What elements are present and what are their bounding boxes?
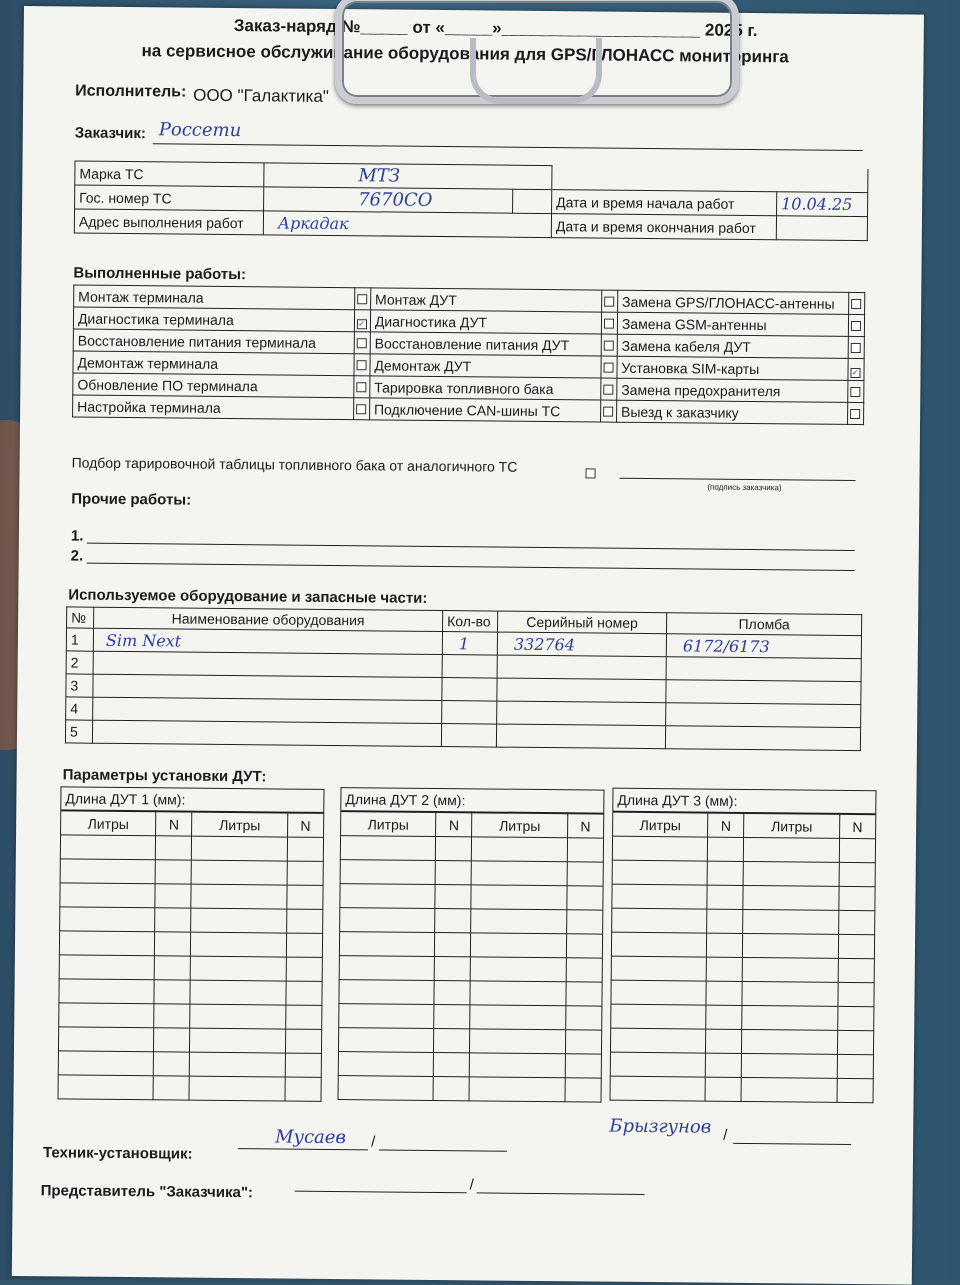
dut-cell[interactable] (59, 931, 154, 956)
dut-cell[interactable] (433, 1052, 469, 1076)
dut-cell[interactable] (60, 835, 155, 860)
dut-cell[interactable] (60, 883, 155, 908)
dut-cell[interactable] (60, 907, 155, 932)
dut-cell[interactable] (611, 932, 706, 957)
dut-column-header: Литры (472, 812, 567, 837)
dut-cell[interactable] (287, 861, 323, 885)
dut-column-header: N (436, 812, 472, 837)
dut-cell[interactable] (286, 933, 322, 957)
dut-row (339, 980, 602, 1007)
dut-row (58, 1027, 321, 1054)
dut-row (340, 860, 603, 887)
equipment-seal: 6172/6173 (682, 635, 770, 656)
dut-cell[interactable] (155, 860, 191, 884)
dut-cell[interactable] (339, 980, 434, 1005)
work-label: Демонтаж терминала (73, 351, 355, 376)
dut-cell[interactable] (434, 1004, 470, 1028)
dut-cell[interactable] (190, 1004, 285, 1029)
dut-cell[interactable] (839, 838, 875, 862)
dut-tank-length-label: Длина ДУТ 3 (мм): (613, 788, 876, 814)
other-item-2: 2. (70, 547, 84, 565)
dut-cell[interactable] (611, 980, 706, 1005)
dut-cell[interactable] (472, 837, 567, 862)
checkbox[interactable] (603, 340, 613, 350)
dut-cell[interactable] (192, 860, 287, 885)
dut-cell[interactable] (742, 981, 837, 1006)
dut-cell[interactable] (287, 837, 323, 861)
dut-tank-table-2 (338, 787, 605, 1103)
dut-cell[interactable] (839, 886, 875, 910)
dut-cell[interactable] (59, 1003, 154, 1028)
dut-column-header: N (839, 814, 875, 839)
slash-1: / (371, 1133, 376, 1151)
dut-cell[interactable] (433, 1076, 469, 1100)
dut-cell[interactable] (610, 1076, 705, 1101)
dut-cell[interactable] (155, 932, 191, 956)
dut-row (339, 932, 602, 959)
dut-column-header: N (156, 811, 192, 836)
dut-row (60, 883, 323, 910)
dut-cell[interactable] (567, 838, 603, 862)
dut-cell[interactable] (435, 908, 471, 932)
dut-cell[interactable] (155, 884, 191, 908)
dut-cell[interactable] (706, 981, 742, 1005)
dut-cell[interactable] (434, 1028, 470, 1052)
dut-cell[interactable] (470, 981, 565, 1006)
dut-cell[interactable] (612, 836, 707, 861)
dut-cell[interactable] (470, 1005, 565, 1030)
dut-row (339, 1004, 602, 1031)
dut-cell[interactable] (154, 1028, 190, 1052)
work-label: Диагностика терминала (73, 307, 355, 332)
dut-row (611, 956, 874, 983)
dut-cell[interactable] (566, 910, 602, 934)
work-label: Тарировка топливного бака (370, 376, 602, 400)
dut-cell[interactable] (469, 1077, 564, 1102)
dut-cell[interactable] (154, 1004, 190, 1028)
dut-cell[interactable] (339, 1004, 434, 1029)
dut-cell[interactable] (285, 1029, 321, 1053)
eq-header-serial: Серийный номер (498, 611, 667, 634)
dut-row (338, 1028, 601, 1055)
dut-cell[interactable] (707, 933, 743, 957)
dut-cell[interactable] (340, 836, 435, 861)
dut-cell[interactable] (706, 957, 742, 981)
dut-column-header: N (287, 813, 323, 838)
checkbox[interactable] (603, 362, 613, 372)
dut-row (59, 979, 322, 1006)
dut-cell[interactable] (434, 980, 470, 1004)
dut-cell[interactable] (742, 1053, 837, 1078)
dut-cell[interactable] (705, 1053, 741, 1077)
plate-value: 7670СО (358, 189, 433, 211)
dut-cell[interactable] (191, 956, 286, 981)
dut-cell[interactable] (742, 1005, 837, 1030)
technician-line-2 (379, 1149, 507, 1151)
equipment-n: 1 (70, 631, 79, 648)
eq-header-name: Наименование оборудования (94, 607, 443, 631)
dut-column-header: N (708, 813, 744, 838)
dut-cell[interactable] (340, 884, 435, 909)
dut-cell[interactable] (190, 1052, 285, 1077)
equipment-n: 3 (70, 677, 79, 694)
dut-cell[interactable] (471, 909, 566, 934)
dut-column-header: Литры (61, 810, 156, 835)
brand-label: Марка ТС (75, 161, 264, 187)
other-line-2[interactable] (87, 563, 855, 571)
checkbox-checked[interactable]: ✓ (851, 367, 859, 377)
dut-cell[interactable] (191, 908, 286, 933)
dut-row (59, 955, 322, 982)
dut-cell[interactable] (744, 861, 839, 886)
dut-column-header: Литры (613, 812, 708, 837)
dut-cell[interactable] (837, 1030, 873, 1054)
work-label: Монтаж ДУТ (370, 288, 602, 312)
clipboard-clip-lever (470, 38, 602, 104)
checkbox[interactable] (356, 360, 366, 370)
dut-row (610, 1028, 873, 1055)
executor-label: Исполнитель: (75, 82, 187, 101)
technician-line-1 (238, 1148, 368, 1150)
dut-cell[interactable] (471, 933, 566, 958)
end-label: Дата и время окончания работ (551, 214, 776, 240)
dut-cell[interactable] (708, 837, 744, 861)
other-line-1[interactable] (87, 543, 855, 551)
dut-cell[interactable] (567, 862, 603, 886)
dut-cell[interactable] (434, 956, 470, 980)
checkbox[interactable] (356, 404, 366, 414)
dut-cell[interactable] (707, 909, 743, 933)
dut-cell[interactable] (707, 885, 743, 909)
equipment-serial: 332764 (513, 634, 576, 654)
dut-row (339, 956, 602, 983)
eq-header-seal: Пломба (667, 613, 862, 636)
dut-tank-table-3 (610, 788, 877, 1104)
dut-cell[interactable] (59, 955, 154, 980)
dut-cell[interactable] (838, 910, 874, 934)
end-value (776, 216, 867, 241)
dut-cell[interactable] (744, 837, 839, 862)
dut-column-header: N (567, 813, 603, 838)
dut-cell[interactable] (154, 956, 190, 980)
dut-row (338, 1052, 601, 1079)
customer-rep-label: Представитель "Заказчика": (40, 1182, 254, 1202)
checkbox[interactable] (357, 294, 367, 304)
dut-cell[interactable] (565, 1078, 601, 1102)
dut-cell[interactable] (192, 836, 287, 861)
customer-rep-line-2[interactable] (477, 1192, 645, 1195)
dut-cell[interactable] (286, 981, 322, 1005)
work-label: Восстановление питания терминала (73, 329, 355, 354)
vehicle-info-table (74, 160, 869, 241)
dut-tank-table-1 (58, 786, 325, 1102)
dut-cell[interactable] (435, 860, 471, 884)
dut-cell[interactable] (705, 1077, 741, 1101)
checkbox[interactable] (850, 342, 860, 352)
dut-cell[interactable] (189, 1076, 284, 1101)
dut-title: Параметры установки ДУТ: (62, 766, 267, 786)
dut-cell[interactable] (838, 958, 874, 982)
dut-cell[interactable] (707, 861, 743, 885)
equipment-title: Используемое оборудование и запасные части: (68, 586, 428, 607)
dut-cell[interactable] (285, 1077, 321, 1101)
dut-row (60, 859, 323, 886)
header-line-1: Заказ-наряд №_____ от «_____»_____________________ 2025 г. (233, 16, 758, 41)
dut-cell[interactable] (612, 884, 707, 909)
dut-cell[interactable] (470, 1029, 565, 1054)
dut-column-header: Литры (744, 813, 839, 838)
dut-cell[interactable] (566, 958, 602, 982)
tank-selection-checkbox[interactable] (585, 468, 595, 478)
works-table (72, 284, 865, 425)
work-label: Установка SIM-карты (617, 356, 849, 380)
address-value: Аркадак (277, 213, 349, 234)
dut-row (340, 836, 603, 863)
equipment-n: 4 (70, 700, 79, 717)
dut-cell[interactable] (58, 1075, 153, 1100)
dut-cell[interactable] (285, 1053, 321, 1077)
eq-header-n: № (67, 607, 94, 628)
dut-cell[interactable] (153, 1052, 189, 1076)
dut-row (58, 1075, 321, 1102)
work-label: Демонтаж ДУТ (370, 354, 602, 378)
dut-row (58, 1051, 321, 1078)
checkbox[interactable] (356, 382, 366, 392)
work-label: Замена GPS/ГЛОНАСС-антенны (618, 290, 850, 314)
equipment-n: 2 (70, 654, 79, 671)
dut-row (338, 1076, 601, 1103)
dut-cell[interactable] (472, 861, 567, 886)
dut-cell[interactable] (611, 956, 706, 981)
dut-cell[interactable] (339, 932, 434, 957)
customer-underline (153, 143, 863, 151)
dut-row (612, 908, 875, 935)
dut-cell[interactable] (285, 1005, 321, 1029)
dut-cell[interactable] (58, 1027, 153, 1052)
work-label: Подключение CAN-шины ТС (369, 398, 601, 422)
dut-cell[interactable] (471, 957, 566, 982)
dut-cell[interactable] (338, 1076, 433, 1101)
dut-cell[interactable] (742, 1077, 837, 1102)
signature-caption: (подпись заказчика) (707, 482, 782, 493)
technician-signature-1: Мусаев (275, 1126, 347, 1149)
checkbox[interactable] (851, 320, 861, 330)
dut-row (612, 860, 875, 887)
dut-cell[interactable] (839, 862, 875, 886)
dut-column-header: Литры (192, 812, 287, 837)
header-line-2: на сервисное обслуживание оборудования для GPS/ГЛОНАСС мониторинга (141, 41, 789, 67)
eq-header-qty: Кол-во (443, 611, 498, 633)
customer-rep-line-1[interactable] (295, 1191, 467, 1194)
dut-cell[interactable] (339, 956, 434, 981)
dut-cell[interactable] (338, 1028, 433, 1053)
dut-row (610, 1052, 873, 1079)
dut-cell[interactable] (435, 932, 471, 956)
dut-row (612, 884, 875, 911)
equipment-n: 5 (69, 723, 78, 740)
dut-cell[interactable] (838, 934, 874, 958)
dut-row (610, 1076, 873, 1103)
dut-tank-length-label: Длина ДУТ 1 (мм): (61, 787, 324, 813)
work-label: Замена кабеля ДУТ (617, 334, 849, 358)
dut-cell[interactable] (612, 908, 707, 933)
dut-row (612, 836, 875, 863)
other-item-1: 1. (70, 527, 84, 545)
dut-cell[interactable] (153, 1076, 189, 1100)
customer-label: Заказчик: (74, 124, 146, 143)
checkbox[interactable] (851, 298, 861, 308)
dut-cell[interactable] (565, 1054, 601, 1078)
checkbox[interactable] (604, 318, 614, 328)
equipment-qty: 1 (458, 633, 470, 653)
dut-cell[interactable] (60, 859, 155, 884)
work-label: Обновление ПО терминала (73, 373, 355, 398)
equipment-table (65, 606, 862, 751)
checkbox-checked[interactable]: ✓ (358, 318, 365, 328)
technician-signature-2: Брызгунов (609, 1115, 712, 1138)
dut-cell[interactable] (610, 1028, 705, 1053)
dut-cell[interactable] (743, 885, 838, 910)
dut-cell[interactable] (471, 885, 566, 910)
customer-signature-line (619, 478, 855, 481)
dut-cell[interactable] (470, 1053, 565, 1078)
dut-row (340, 884, 603, 911)
dut-row (59, 931, 322, 958)
dut-cell[interactable] (340, 860, 435, 885)
dut-cell[interactable] (154, 980, 190, 1004)
dut-cell[interactable] (837, 1054, 873, 1078)
executor-value: ООО "Галактика" (193, 85, 329, 106)
dut-row (60, 907, 323, 934)
dut-cell[interactable] (59, 979, 154, 1004)
dut-cell[interactable] (190, 980, 285, 1005)
checkbox[interactable] (356, 338, 366, 348)
dut-cell[interactable] (338, 1052, 433, 1077)
dut-row (59, 1003, 322, 1030)
start-value: 10.04.25 (781, 194, 853, 214)
dut-cell[interactable] (286, 909, 322, 933)
tank-selection-label: Подбор тарировочной таблицы топливного бака от аналогичного ТС (71, 454, 518, 475)
work-label: Диагностика ДУТ (370, 310, 602, 334)
dut-cell[interactable] (742, 1029, 837, 1054)
customer-value: Россети (158, 119, 242, 142)
address-label: Адрес выполнения работ (74, 209, 263, 235)
start-label: Дата и время начала работ (552, 190, 777, 216)
other-works-title: Прочие работы: (71, 490, 192, 509)
dut-cell[interactable] (611, 1004, 706, 1029)
dut-cell[interactable] (191, 884, 286, 909)
dut-row (611, 932, 874, 959)
dut-row (60, 835, 323, 862)
dut-cell[interactable] (837, 1078, 873, 1102)
works-title: Выполненные работы: (73, 264, 247, 284)
brand-value: МТЗ (358, 165, 401, 187)
work-label: Замена предохранителя (617, 378, 849, 402)
checkbox[interactable] (850, 408, 860, 418)
work-label: Выезд к заказчику (616, 400, 848, 424)
dut-cell[interactable] (190, 1028, 285, 1053)
dut-column-header: Литры (341, 811, 436, 836)
checkbox[interactable] (850, 386, 860, 396)
work-label: Восстановление питания ДУТ (370, 332, 602, 356)
work-label: Замена GSM-антенны (617, 312, 849, 336)
dut-cell[interactable] (566, 934, 602, 958)
work-label: Монтаж терминала (74, 285, 356, 310)
checkbox[interactable] (603, 406, 613, 416)
dut-tank-length-label: Длина ДУТ 2 (мм): (341, 788, 604, 814)
checkbox[interactable] (604, 296, 614, 306)
dut-cell[interactable] (435, 884, 471, 908)
dut-cell[interactable] (610, 1052, 705, 1077)
dut-cell[interactable] (743, 957, 838, 982)
dut-cell[interactable] (838, 982, 874, 1006)
dut-row (340, 908, 603, 935)
dut-cell[interactable] (743, 933, 838, 958)
dut-cell[interactable] (612, 860, 707, 885)
work-order-sheet (12, 6, 924, 1285)
slash-2: / (723, 1126, 728, 1144)
dut-cell[interactable] (706, 1029, 742, 1053)
dut-cell[interactable] (837, 1006, 873, 1030)
work-label: Настройка терминала (73, 395, 355, 420)
dut-cell[interactable] (191, 932, 286, 957)
technician-label: Техник-установщик: (42, 1144, 193, 1163)
dut-cell[interactable] (566, 982, 602, 1006)
slash-3: / (469, 1176, 474, 1194)
dut-cell[interactable] (155, 908, 191, 932)
technician-line-3 (733, 1143, 851, 1145)
plate-label: Гос. номер ТС (75, 185, 264, 211)
dut-cell[interactable] (286, 957, 322, 981)
dut-row (611, 980, 874, 1007)
dut-row (611, 1004, 874, 1031)
dut-cell[interactable] (287, 885, 323, 909)
checkbox[interactable] (603, 384, 613, 394)
dut-cell[interactable] (567, 886, 603, 910)
dut-cell[interactable] (565, 1030, 601, 1054)
dut-cell[interactable] (706, 1005, 742, 1029)
dut-cell[interactable] (58, 1051, 153, 1076)
equipment-name: Sim Next (105, 630, 182, 651)
dut-cell[interactable] (565, 1006, 601, 1030)
dut-cell[interactable] (340, 908, 435, 933)
dut-cell[interactable] (436, 836, 472, 860)
dut-cell[interactable] (743, 909, 838, 934)
dut-cell[interactable] (156, 836, 192, 860)
